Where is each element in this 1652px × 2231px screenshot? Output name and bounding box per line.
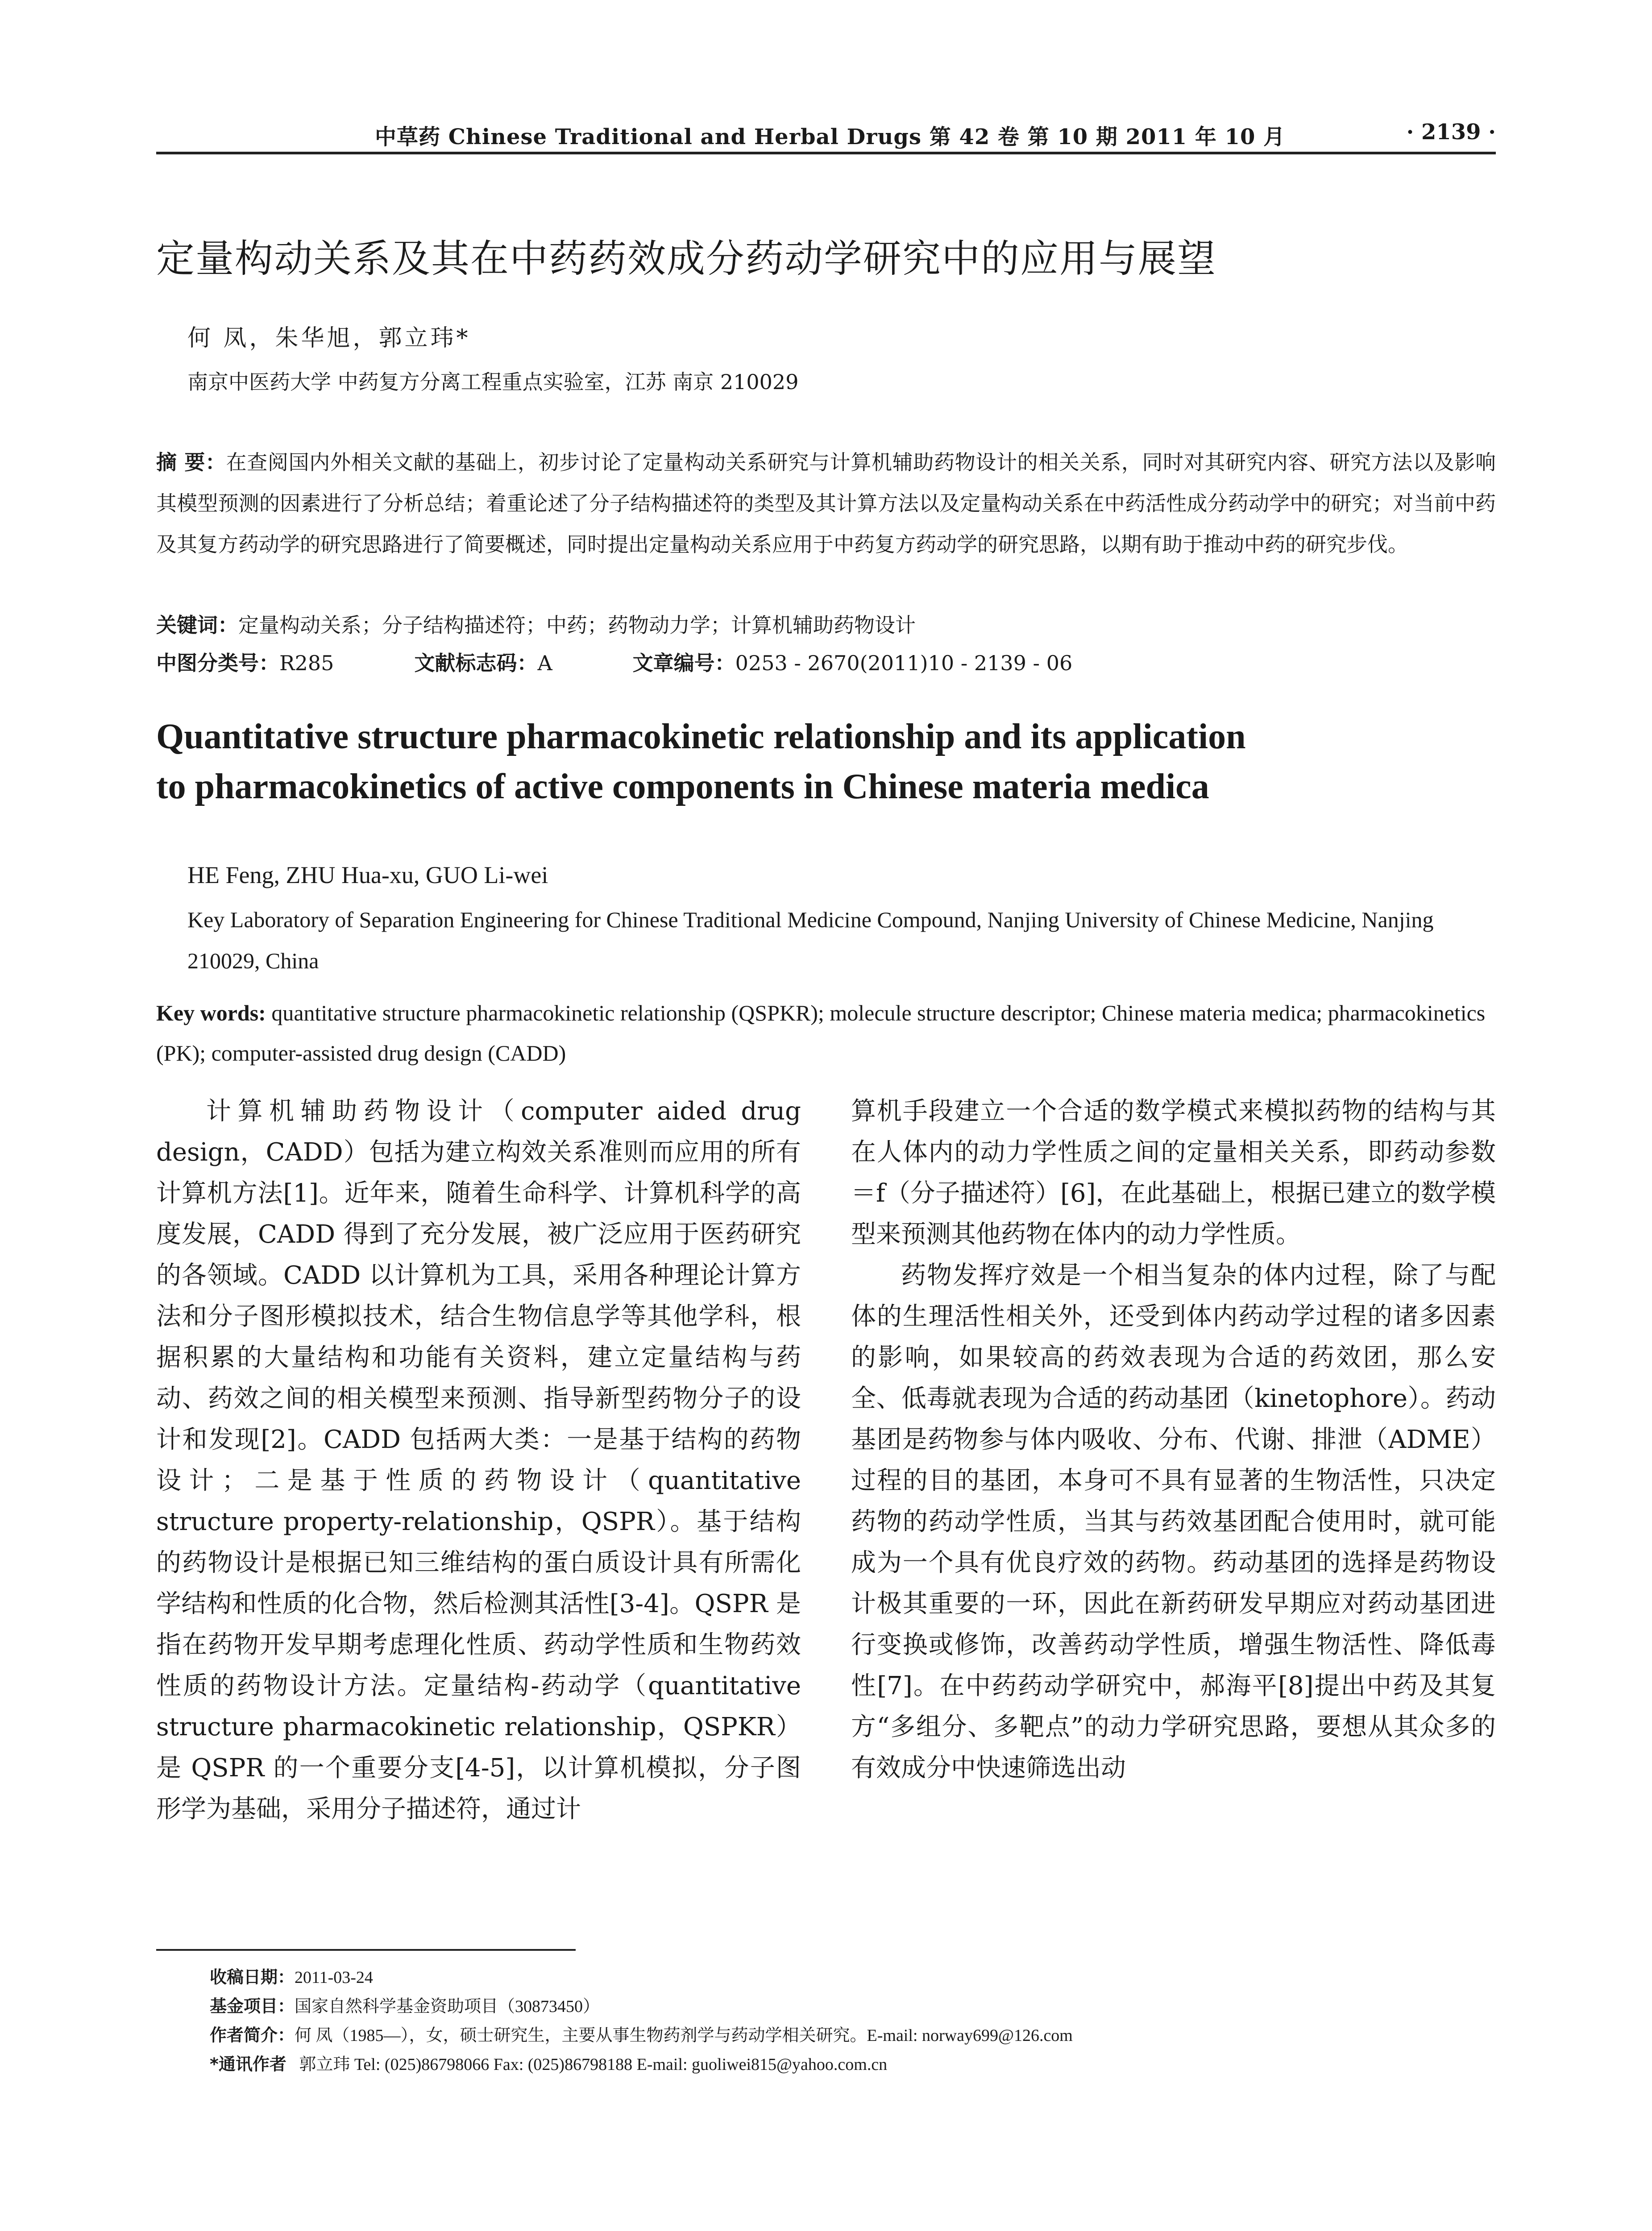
footnote-fund	[210, 1992, 600, 2017]
class-label: 中图分类号：	[156, 651, 279, 675]
body-paragraph: 算机手段建立一个合适的数学模式来模拟药物的结构与其在人体内的动力学性质之间的定量相关关系，即药动参数＝f（分子描述符）[6]，在此基础上，根据已建立的数学模型来预测其他药物在体内的动力学性质。	[851, 1097, 1496, 1249]
english-title-line-2: to pharmacokinetics of active components in Chinese materia medica	[156, 767, 1209, 806]
english-keywords-text: quantitative structure pharmacokinetic relationship (QSPKR); molecule structure descriptor; Chinese materia medica; pharmacokinetics (PK); computer-assisted drug design (CADD)	[156, 1000, 1486, 1066]
header-rule	[156, 152, 1496, 154]
footnote-received	[210, 1963, 373, 1988]
body-right-column	[851, 1091, 1496, 1789]
doc-code-value: A	[537, 651, 552, 675]
page-number: · 2139 ·	[1406, 120, 1496, 145]
english-title-line-1: Quantitative structure pharmacokinetic relationship and its application	[156, 717, 1246, 756]
fund-label: 基金项目：	[210, 1996, 295, 2016]
footnote-corresponding	[210, 2050, 887, 2075]
keywords-label: 关键词：	[156, 613, 238, 637]
keywords-text: 定量构动关系；分子结构描述符；中药；药物动力学；计算机辅助药物设计	[238, 613, 916, 637]
author-label: 作者简介：	[210, 2025, 295, 2045]
article-number-label: 文章编号：	[632, 651, 735, 675]
fund-text: 国家自然科学基金资助项目（30873450）	[295, 1997, 600, 2016]
author-text: 何 凤（1985—），女，硕士研究生，主要从事生物药剂学与药动学相关研究。E-mail: norway699@126.com	[295, 2026, 1073, 2045]
chinese-keywords	[156, 605, 1496, 646]
article-number-value: 0253 - 2670(2011)10 - 2139 - 06	[735, 651, 1073, 675]
received-label: 收稿日期：	[210, 1967, 295, 1987]
english-title	[156, 712, 1246, 812]
body-paragraph: 药物发挥疗效是一个相当复杂的体内过程，除了与配体的生理活性相关外，还受到体内药动学过程的诸多因素的影响，如果较高的药效表现为合适的药效团，那么安全、低毒就表现为合适的药动基团（kinetophore）。药动基团是药物参与体内吸收、分布、代谢、排泄（ADME）过程的目的基团，本身可不具有显著的生物活性，只决定药物的药动学性质，当其与药效基团配合使用时，就可能成为一个具有优良疗效的药物。药动基团的选择是药物设计极其重要的一环，因此在新药研发早期应对药动基团进行变换或修饰，改善药动学性质，增强生物活性、降低毒性[7]。在中药药动学研究中，郝海平[8]提出中药及其复方“多组分、多靶点”的动力学研究思路，要想从其众多的有效成分中快速筛选出动	[851, 1261, 1496, 1783]
english-affiliation: Key Laboratory of Separation Engineering for Chinese Traditional Medicine Compound, Nanjing University of Chinese Medicine, Nanjing 210029, China	[187, 907, 1434, 973]
doc-code-label: 文献标志码：	[414, 651, 538, 675]
corresponding-text: 郭立玮 Tel: (025)86798066 Fax: (025)86798188 E-mail: guoliwei815@yahoo.com.cn	[299, 2055, 888, 2074]
footnote-author	[210, 2021, 1073, 2046]
chinese-abstract	[156, 442, 1496, 565]
abstract-text: 在查阅国内外相关文献的基础上，初步讨论了定量构动关系研究与计算机辅助药物设计的相关关系，同时对其研究内容、研究方法以及影响其模型预测的因素进行了分析总结；着重论述了分子结构描述符的类型及其计算方法以及定量构动关系在中药活性成分药动学中的研究；对当前中药及其复方药动学的研究思路进行了简要概述，同时提出定量构动关系应用于中药复方药动学的研究思路，以期有助于推动中药的研究步伐。	[156, 450, 1496, 556]
chinese-authors: 何 凤，朱华旭，郭立玮*	[187, 325, 471, 352]
body-left-column: 计算机辅助药物设计（computer aided drug design，CADD）包括为建立构效关系准则而应用的所有计算机方法[1]。近年来，随着生命科学、计算机科学的高度发展，CADD 得到了充分发展，被广泛应用于医药研究的各领域。CADD 以计算机为工具，采用各种理论计算方法和分子图形模拟技术，结合生物信息学等其他学科，根据积累的大量结构和功能有关资料，建立定量结构与药动、药效之间的相关模型来预测、指导新型药物分子的设计和发现[2]。CADD 包括两大类：一是基于结构的药物设计；二是基于性质的药物设计（quantitative structure property-relationship，QSPR）。基于结构的药物设计是根据已知三维结构的蛋白质设计具有所需化学结构和性质的化合物，然后检测其活性[3-4]。QSPR 是指在药物开发早期考虑理化性质、药动学性质和生物药效性质的药物设计方法。定量结构-药动学（quantitative structure pharmacokinetic relationship，QSPKR）是 QSPR 的一个重要分支[4-5]，以计算机模拟，分子图形学为基础，采用分子描述符，通过计	[156, 1097, 801, 1824]
classification-line	[156, 643, 1496, 684]
english-authors: HE Feng, ZHU Hua-xu, GUO Li-wei	[187, 862, 548, 888]
abstract-label: 摘 要：	[156, 450, 226, 474]
chinese-affiliation: 南京中医药大学 中药复方分离工程重点实验室，江苏 南京 210029	[187, 370, 799, 394]
chinese-title: 定量构动关系及其在中药药效成分药动学研究中的应用与展望	[156, 236, 1216, 281]
english-keywords	[156, 993, 1496, 1073]
corresponding-label: *通讯作者	[210, 2054, 286, 2074]
footnote-rule	[156, 1949, 576, 1951]
class-value: R285	[279, 651, 334, 675]
journal-header: 中草药 Chinese Traditional and Herbal Drugs 第 42 卷 第 10 期 2011 年 10 月	[375, 124, 1286, 149]
received-date: 2011-03-24	[295, 1968, 373, 1987]
english-keywords-label: Key words:	[156, 1000, 266, 1025]
